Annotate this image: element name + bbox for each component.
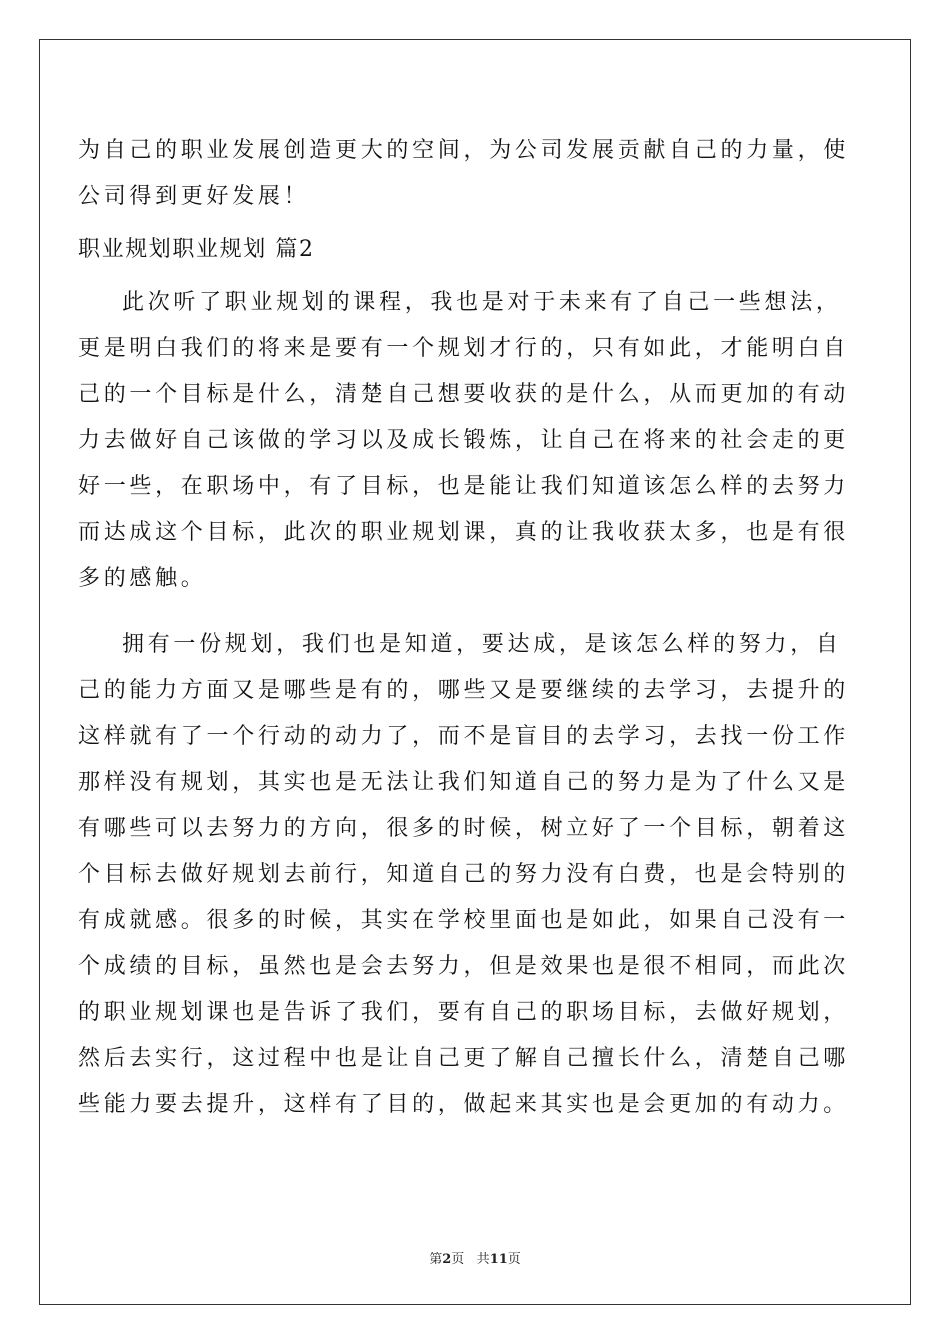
- paragraph2-line: 己的能力方面又是哪些是有的，哪些又是要继续的去学习，去提升的: [78, 678, 850, 703]
- paragraph1-line: 好一些，在职场中，有了目标，也是能让我们知道该怎么样的去努力: [78, 474, 850, 499]
- paragraph2-line: 些能力要去提升，这样有了目的，做起来其实也是会更加的有动力。: [78, 1092, 850, 1117]
- footer-total-pages: 11: [489, 1252, 508, 1267]
- paragraph2-line: 有哪些可以去努力的方向，很多的时候，树立好了一个目标，朝着这: [78, 816, 850, 841]
- paragraph2-line: 拥有一份规划，我们也是知道，要达成，是该怎么样的努力，自: [122, 632, 842, 657]
- paragraph1-line: 此次听了职业规划的课程，我也是对于未来有了自己一些想法，: [122, 290, 842, 315]
- footer-page-number: 2: [442, 1252, 452, 1267]
- footer-page-suffix: 页: [451, 1252, 465, 1267]
- paragraph2-line: 的职业规划课也是告诉了我们，要有自己的职场目标，去做好规划，: [78, 1000, 850, 1025]
- paragraph2-line: 个成绩的目标，虽然也是会去努力，但是效果也是很不相同，而此次: [78, 954, 850, 979]
- section-heading: 职业规划职业规划 篇2: [78, 237, 315, 262]
- paragraph1-line: 多的感触。: [78, 566, 207, 591]
- footer-page-prefix: 第: [429, 1252, 443, 1267]
- paragraph2-line: 有成就感。很多的时候，其实在学校里面也是如此，如果自己没有一: [78, 908, 850, 933]
- paragraph1-line: 力去做好自己该做的学习以及成长锻炼，让自己在将来的社会走的更: [78, 428, 850, 453]
- paragraph1-line: 而达成这个目标，此次的职业规划课，真的让我收获太多，也是有很: [78, 520, 850, 545]
- paragraph2-line: 那样没有规划，其实也是无法让我们知道自己的努力是为了什么又是: [78, 770, 850, 795]
- paragraph1-line: 更是明白我们的将来是要有一个规划才行的，只有如此，才能明白自: [78, 336, 850, 361]
- intro-line: 公司得到更好发展！: [78, 184, 310, 209]
- paragraph2-line: 然后去实行，这过程中也是让自己更了解自己擅长什么，清楚自己哪: [78, 1046, 850, 1071]
- footer-total-suffix: 页: [507, 1252, 521, 1267]
- paragraph2-line: 个目标去做好规划去前行，知道自己的努力没有白费，也是会特别的: [78, 862, 850, 887]
- intro-line: 为自己的职业发展创造更大的空间，为公司发展贡献自己的力量，使: [78, 138, 850, 163]
- footer-total-prefix: 共: [476, 1252, 490, 1267]
- paragraph1-line: 己的一个目标是什么，清楚自己想要收获的是什么，从而更加的有动: [78, 382, 850, 407]
- paragraph2-line: 这样就有了一个行动的动力了，而不是盲目的去学习，去找一份工作: [78, 724, 850, 749]
- page-footer: [0, 1248, 950, 1267]
